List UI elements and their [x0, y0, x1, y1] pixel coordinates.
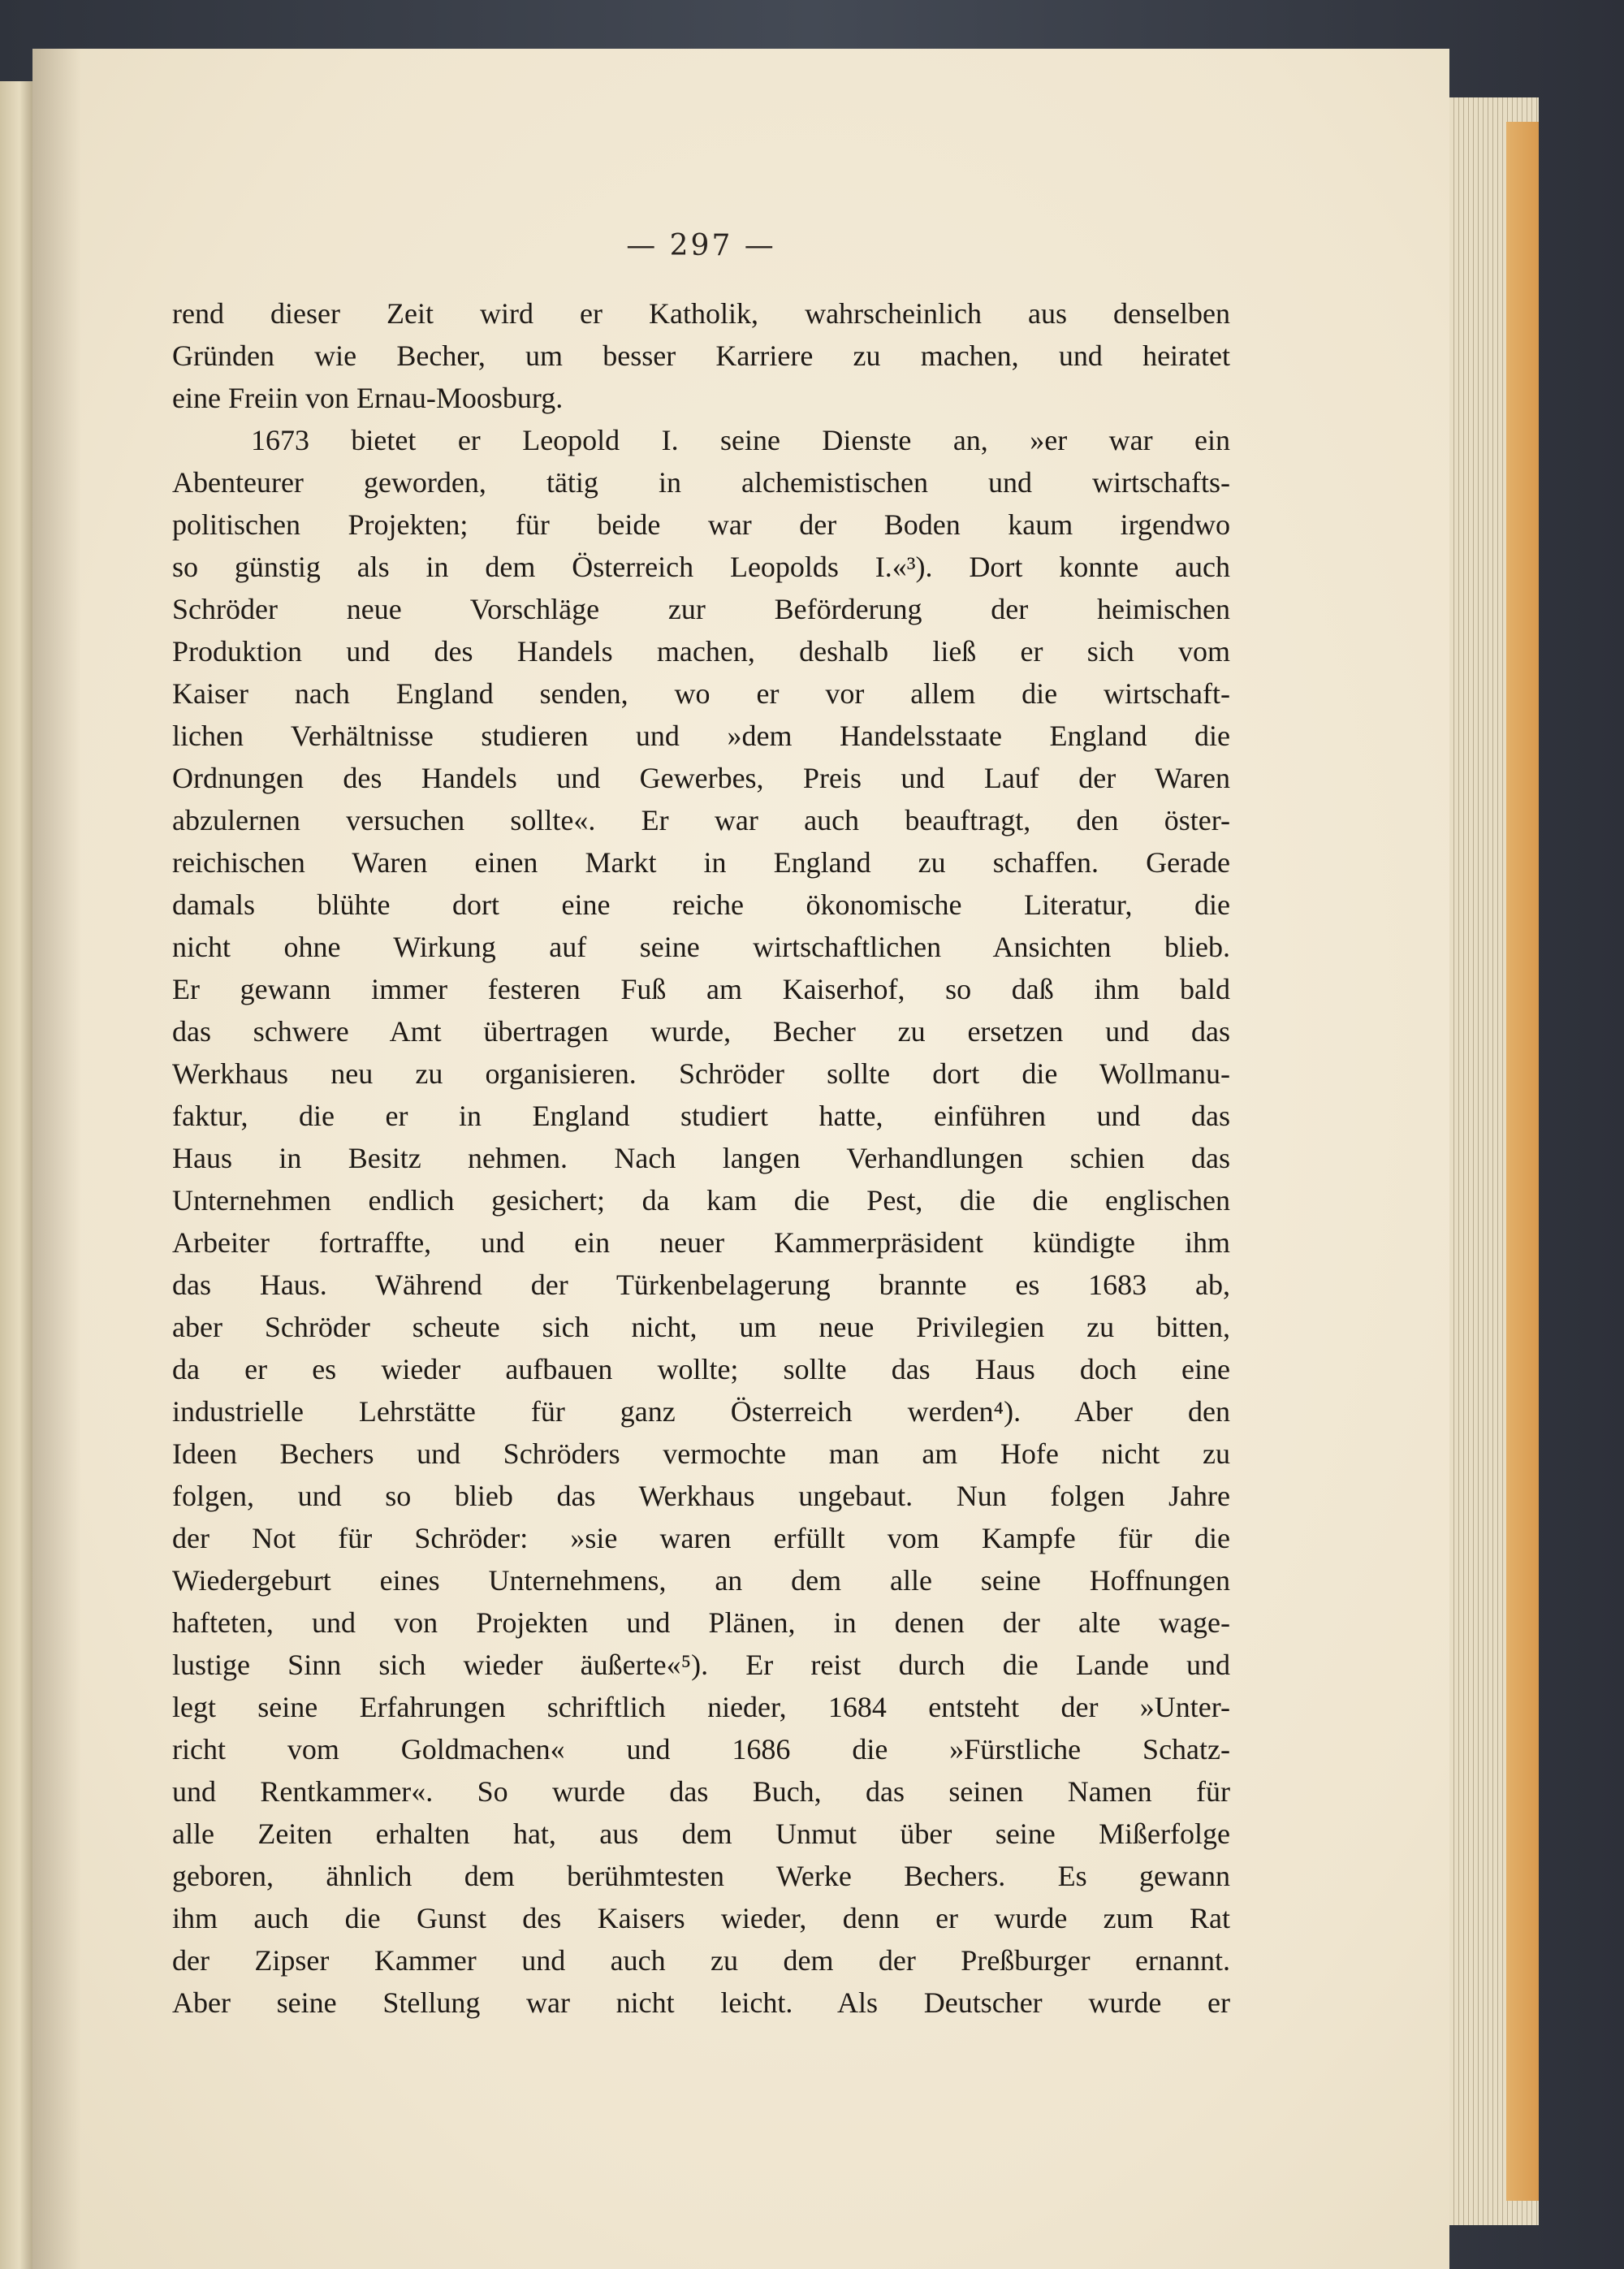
text-line: rend dieser Zeit wird er Katholik, wahrscheinlich aus denselben — [172, 297, 1230, 330]
text-line: das schwere Amt übertragen wurde, Becher zu ersetzen und das — [172, 1015, 1230, 1048]
text-line: Arbeiter fortraffte, und ein neuer Kammerpräsident kündigte ihm — [172, 1226, 1230, 1259]
gutter-shadow — [32, 49, 81, 2269]
text-line: der Zipser Kammer und auch zu dem der Preßburger ernannt. — [172, 1944, 1230, 1977]
colored-page-edge — [1506, 122, 1539, 2201]
text-line: so günstig als in dem Österreich Leopolds I.«³). Dort konnte auch — [172, 551, 1230, 583]
text-line: das Haus. Während der Türkenbelagerung brannte es 1683 ab, — [172, 1268, 1230, 1301]
text-line: Produktion und des Handels machen, deshalb ließ er sich vom — [172, 635, 1230, 668]
text-line: reichischen Waren einen Markt in England zu schaffen. Gerade — [172, 846, 1230, 879]
text-line: Unternehmen endlich gesichert; da kam die Pest, die die englischen — [172, 1184, 1230, 1217]
text-line: Aber seine Stellung war nicht leicht. Als Deutscher wurde er — [172, 1986, 1230, 2019]
text-line: lichen Verhältnisse studieren und »dem Handelsstaate England die — [172, 720, 1230, 752]
text-line: politischen Projekten; für beide war der Boden kaum irgendwo — [172, 508, 1230, 541]
text-line: Schröder neue Vorschläge zur Beförderung der heimischen — [172, 593, 1230, 625]
text-line: Ideen Bechers und Schröders vermochte man am Hofe nicht zu — [172, 1437, 1230, 1470]
text-line: ihm auch die Gunst des Kaisers wieder, denn er wurde zum Rat — [172, 1902, 1230, 1934]
text-line: und Rentkammer«. So wurde das Buch, das seinen Namen für — [172, 1775, 1230, 1808]
text-line: Werkhaus neu zu organisieren. Schröder sollte dort die Wollmanu- — [172, 1057, 1230, 1090]
text-line: Er gewann immer festeren Fuß am Kaiserhof, so daß ihm bald — [172, 973, 1230, 1005]
text-line: legt seine Erfahrungen schriftlich nieder, 1684 entsteht der »Unter- — [172, 1691, 1230, 1723]
text-line: 1673 bietet er Leopold I. seine Dienste an, »er war ein — [251, 424, 1230, 456]
text-line: richt vom Goldmachen« und 1686 die »Fürstliche Schatz- — [172, 1733, 1230, 1765]
text-line: alle Zeiten erhalten hat, aus dem Unmut über seine Mißerfolge — [172, 1817, 1230, 1850]
book-page — [32, 49, 1449, 2269]
text-line: damals blühte dort eine reiche ökonomische Literatur, die — [172, 888, 1230, 921]
text-line: aber Schröder scheute sich nicht, um neue Privilegien zu bitten, — [172, 1311, 1230, 1343]
text-line: industrielle Lehrstätte für ganz Österreich werden⁴). Aber den — [172, 1395, 1230, 1428]
text-line: nicht ohne Wirkung auf seine wirtschaftlichen Ansichten blieb. — [172, 931, 1230, 963]
text-line: Ordnungen des Handels und Gewerbes, Preis und Lauf der Waren — [172, 762, 1230, 794]
text-line: eine Freiin von Ernau-Moosburg. — [172, 382, 564, 414]
text-line: Wiedergeburt eines Unternehmens, an dem alle seine Hoffnungen — [172, 1564, 1230, 1597]
text-line: geboren, ähnlich dem berühmtesten Werke Bechers. Es gewann — [172, 1860, 1230, 1892]
text-line: da er es wieder aufbauen wollte; sollte das Haus doch eine — [172, 1353, 1230, 1385]
text-line: abzulernen versuchen sollte«. Er war auch beauftragt, den öster- — [172, 804, 1230, 836]
text-line: Kaiser nach England senden, wo er vor allem die wirtschaft- — [172, 677, 1230, 710]
left-page-edge — [0, 81, 32, 2269]
text-line: Gründen wie Becher, um besser Karriere zu machen, und heiratet — [172, 339, 1230, 372]
text-line: Abenteurer geworden, tätig in alchemistischen und wirtschafts- — [172, 466, 1230, 499]
text-line: folgen, und so blieb das Werkhaus ungebaut. Nun folgen Jahre — [172, 1480, 1230, 1512]
page-number: — 297 — — [626, 229, 776, 262]
text-line: der Not für Schröder: »sie waren erfüllt vom Kampfe für die — [172, 1522, 1230, 1554]
text-line: faktur, die er in England studiert hatte, einführen und das — [172, 1100, 1230, 1132]
text-line: Haus in Besitz nehmen. Nach langen Verhandlungen schien das — [172, 1142, 1230, 1174]
text-line: lustige Sinn sich wieder äußerte«⁵). Er reist durch die Lande und — [172, 1649, 1230, 1681]
text-line: hafteten, und von Projekten und Plänen, in denen der alte wage- — [172, 1606, 1230, 1639]
